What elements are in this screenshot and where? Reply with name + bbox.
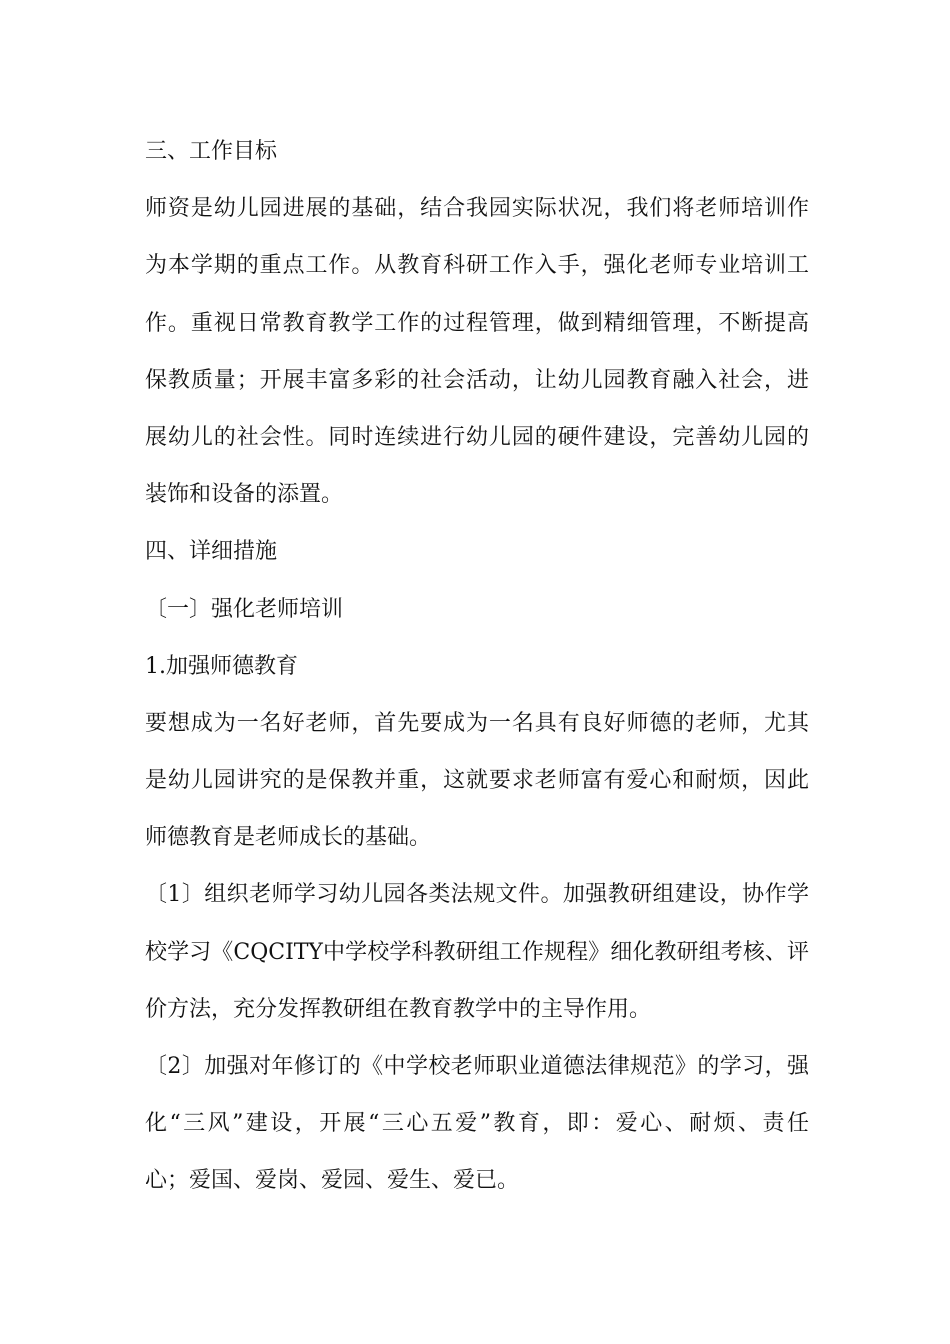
- paragraph-line: 校学习《CQCITY中学校学科教研组工作规程》细化教研组考核、评: [145, 939, 809, 965]
- paragraph-line: 展幼儿的社会性。同时连续进行幼儿园的硬件建设，完善幼儿园的: [145, 424, 809, 450]
- paragraph-line: 〔2〕加强对年修订的《中学校老师职业道德法律规范》的学习，强: [145, 1054, 809, 1079]
- paragraph-line: 师德教育是老师成长的基础。: [145, 825, 432, 851]
- section-heading: 1.加强师德教育: [145, 653, 298, 679]
- section-heading: 三、工作目标: [145, 139, 278, 164]
- paragraph-line: 要想成为一名好老师，首先要成为一名具有良好师德的老师，尤其: [145, 710, 809, 736]
- paragraph-line: 化“三风”建设，开展“三心五爱”教育，即：爱心、耐烦、责任: [145, 1111, 809, 1137]
- paragraph-line: 心；爱国、爱岗、爱园、爱生、爱已。: [145, 1168, 520, 1194]
- paragraph-line: 是幼儿园讲究的是保教并重，这就要求老师富有爱心和耐烦，因此: [145, 768, 809, 794]
- document-body: [145, 128, 809, 1215]
- section-heading: 〔一〕强化老师培训: [145, 596, 344, 622]
- paragraph-line: 保教质量；开展丰富多彩的社会活动，让幼儿园教育融入社会，进: [145, 367, 809, 393]
- paragraph-line: 〔1〕组织老师学习幼儿园各类法规文件。加强教研组建设，协作学: [145, 882, 809, 908]
- section-heading: 四、详细措施: [145, 539, 278, 565]
- paragraph-line: 为本学期的重点工作。从教育科研工作入手，强化老师专业培训工: [145, 253, 809, 279]
- paragraph-line: 价方法，充分发挥教研组在教育教学中的主导作用。: [145, 996, 652, 1022]
- paragraph-line: 作。重视日常教育教学工作的过程管理，做到精细管理，不断提高: [145, 310, 809, 336]
- paragraph-line: 装饰和设备的添置。: [145, 482, 344, 508]
- paragraph-line: 师资是幼儿园进展的基础，结合我园实际状况，我们将老师培训作: [145, 196, 809, 222]
